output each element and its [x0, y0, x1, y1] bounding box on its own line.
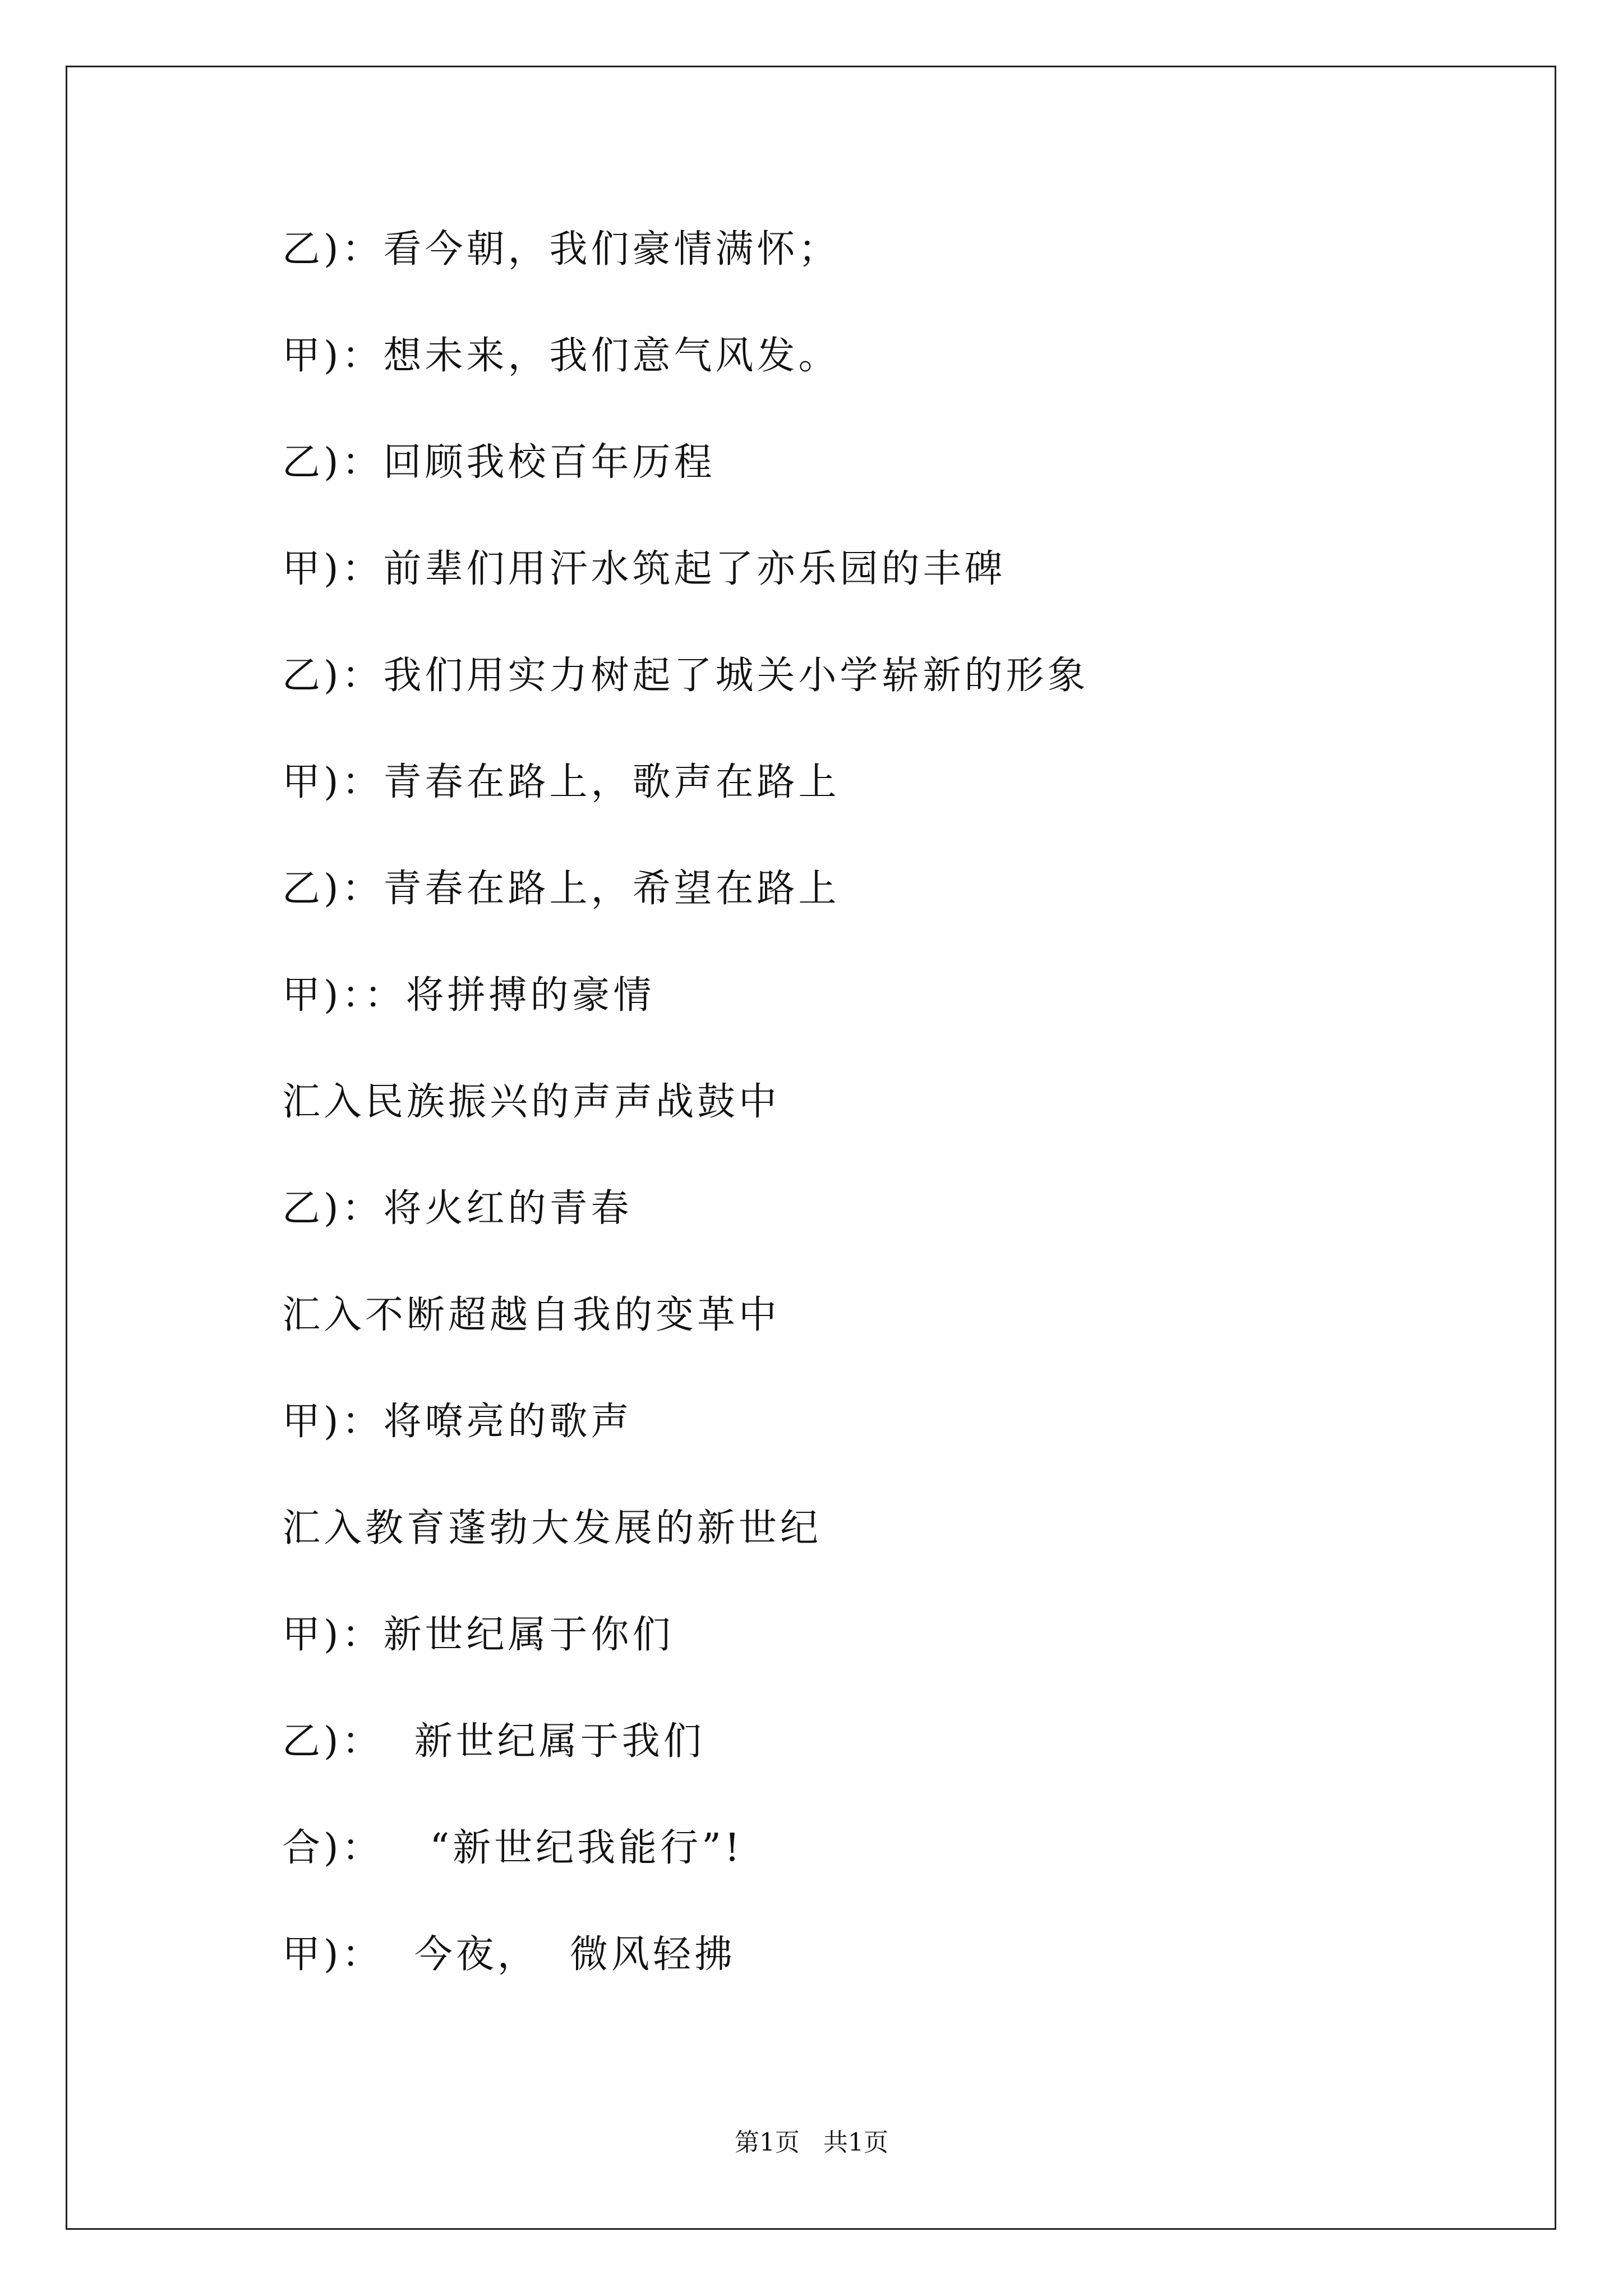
- page-footer: 第1页 共1页: [735, 2128, 888, 2157]
- text-line: 汇入教育蓬勃大发展的新世纪: [282, 1506, 822, 1550]
- text-line: 甲)：将嘹亮的歌声: [282, 1400, 633, 1444]
- page-border: [66, 66, 1556, 2230]
- text-line: 汇入民族振兴的声声战鼓中: [282, 1080, 781, 1124]
- text-line: 乙)：青春在路上，希望在路上: [282, 867, 840, 911]
- text-line: 乙)：将火红的青春: [282, 1186, 633, 1231]
- text-line: 乙)： 新世纪属于我们: [282, 1719, 705, 1764]
- text-line: 乙)：我们用实力树起了城关小学崭新的形象: [282, 654, 1089, 698]
- text-line: 甲)：前辈们用汗水筑起了亦乐园的丰碑: [282, 547, 1006, 591]
- text-line: 甲)：青春在路上，歌声在路上: [282, 760, 840, 804]
- text-line: 乙)：回顾我校百年历程: [282, 440, 716, 485]
- text-line: 甲)：想未来，我们意气风发。: [282, 334, 840, 378]
- text-line: 合)： “新世纪我能行”!: [282, 1826, 744, 1870]
- text-line: 甲)：：将拼搏的豪情: [282, 973, 655, 1018]
- text-line: 乙)：看今朝，我们豪情满怀；: [282, 227, 840, 272]
- text-line: 甲)：新世纪属于你们: [282, 1613, 674, 1657]
- text-line: 甲)： 今夜， 微风轻拂: [282, 1932, 736, 1977]
- text-line: 汇入不断超越自我的变革中: [282, 1293, 781, 1337]
